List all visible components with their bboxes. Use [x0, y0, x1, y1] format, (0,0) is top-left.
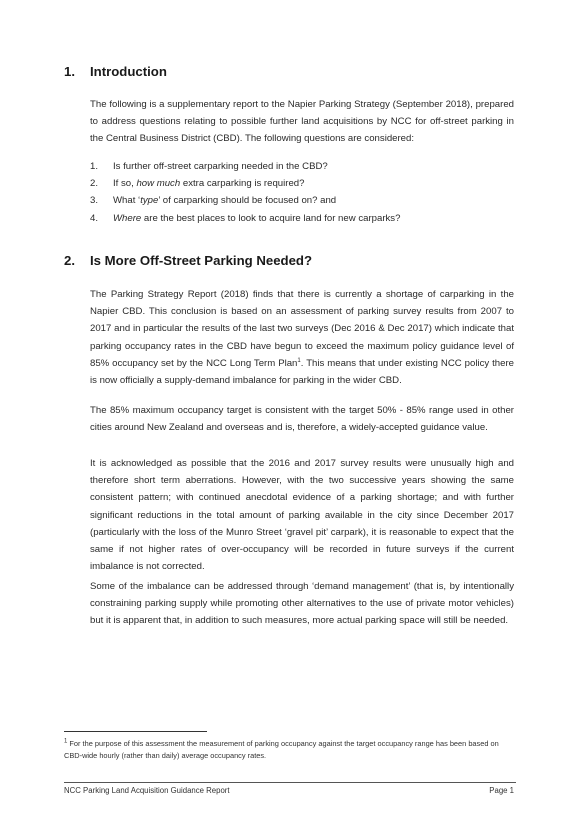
list-item: 3. What ‘type’ of carparking should be focused on? and	[90, 195, 337, 207]
intro-paragraph: The following is a supplementary report to the Napier Parking Strategy (September 2018), prepared to address questions relating to possible further land acquisitions by NCC for off-street parking in the Central Business District (CBD). The following questions are considered:	[90, 99, 514, 145]
section-1-number: 1.	[64, 64, 75, 79]
footnote-text: For the purpose of this assessment the measurement of parking occupancy against the target occupancy range has been based on CBD-wide hourly (rather than daily) average occupancy rates.	[64, 739, 499, 760]
question-list	[90, 158, 514, 227]
list-item: 1. Is further off-street carparking needed in the CBD?	[90, 161, 328, 172]
footer-divider	[64, 782, 516, 783]
footer-title: NCC Parking Land Acquisition Guidance Report	[64, 786, 230, 795]
list-item: 4. Where are the best places to look to acquire land for new carparks?	[90, 212, 401, 224]
section-1-title: Introduction	[90, 64, 167, 79]
paragraph-1: The Parking Strategy Report (2018) finds that there is currently a shortage of carparking in the Napier CBD. This conclusion is based on an assessment of parking survey results from 2007 to 2017 and in particular the results of the last two surveys (Dec 2016 & Dec 2017) which indicate that parking occupancy rates in the CBD have begun to exceed the maximum policy guidance level of 85% occupancy set by the NCC Long Term Plan$^1$. This means that under existing NCC policy there is now officially a supply-demand imbalance for parking in the wider CBD.	[90, 289, 514, 387]
paragraph-2: The 85% maximum occupancy target is consistent with the target 50% - 85% range used in other cities around New Zealand and overseas and is, therefore, a widely-accepted guidance value.	[90, 405, 514, 434]
paragraph-3: It is acknowledged as possible that the 2016 and 2017 survey results were unusually high and therefore short term aberrations. However, with the two successive years showing the same consistent pattern; with continued anecdotal evidence of a parking shortage; and with further significant reductions in the total amount of parking available in the city since December 2017 (particularly with the loss of the Munro Street ‘gravel pit’ carpark), it is reasonable to expect that the same if not higher rates of over-occupancy will be recorded in future surveys if the current imbalance is not corrected.	[90, 458, 514, 573]
section-2-title: Is More Off-Street Parking Needed?	[90, 253, 313, 268]
list-item: 2. If so, how much extra carparking is required?	[90, 178, 305, 190]
footnote-mark: 1	[64, 738, 68, 745]
footnote-reference[interactable]: 1	[297, 357, 301, 364]
page-number: Page 1	[489, 786, 514, 795]
footnote	[64, 738, 514, 762]
section-1-heading	[64, 64, 167, 79]
footnote-divider	[64, 731, 207, 732]
section-2-number: 2.	[64, 253, 75, 268]
section-2-heading	[64, 253, 312, 268]
paragraph-4: Some of the imbalance can be addressed through ‘demand management’ (that is, by intentionally constraining parking supply while promoting other alternatives to the use of private motor vehicles) but it is apparent that, in addition to such measures, more actual parking space will still be needed.	[90, 581, 514, 627]
